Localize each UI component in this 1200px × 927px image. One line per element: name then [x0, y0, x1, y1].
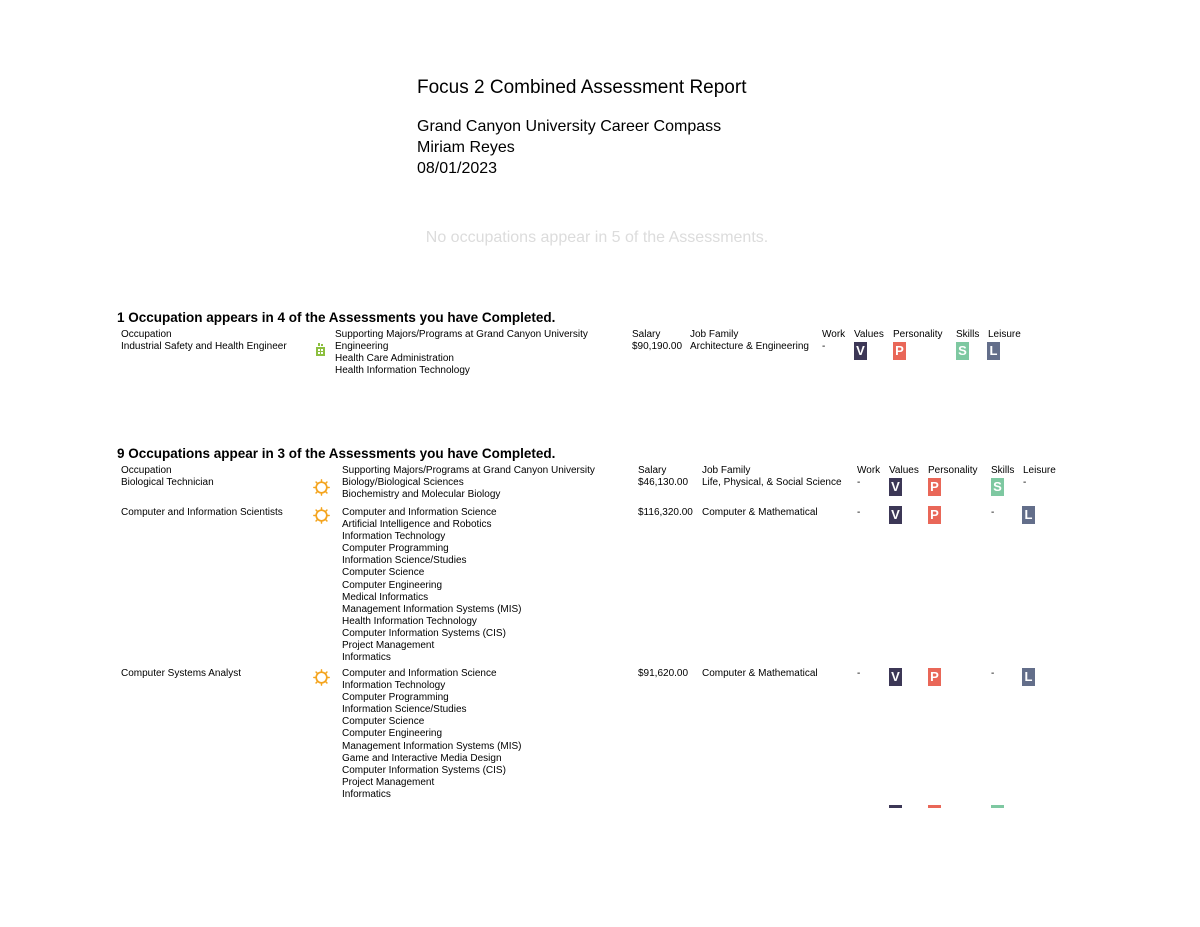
major-item[interactable]: Project Management: [342, 776, 435, 788]
sun-icon: [313, 507, 330, 524]
major-item[interactable]: Informatics: [342, 652, 391, 664]
majors-list: [342, 507, 522, 664]
major-item[interactable]: Health Information Technology: [335, 365, 470, 377]
major-item[interactable]: Biology/Biological Sciences: [342, 477, 464, 488]
col-salary: Salary: [638, 465, 667, 476]
leisure-value: -: [1023, 477, 1027, 488]
major-item[interactable]: Computer Programming: [342, 692, 449, 704]
report-title: Focus 2 Combined Assessment Report: [417, 77, 747, 98]
col-personality: Personality: [928, 465, 978, 476]
cutoff-personality-badge: [928, 805, 941, 808]
major-item[interactable]: Information Technology: [342, 680, 446, 692]
major-item[interactable]: Computer Information Systems (CIS): [342, 627, 506, 639]
cutoff-skills-badge: [991, 805, 1004, 808]
col-work: Work: [857, 465, 881, 476]
occupation-name[interactable]: Computer and Information Scientists: [121, 507, 283, 518]
major-item[interactable]: Information Science/Studies: [342, 704, 467, 716]
col-values: Values: [854, 329, 884, 340]
major-item[interactable]: Computer and Information Science: [342, 668, 497, 679]
section-heading-4: 1 Occupation appears in 4 of the Assessments you have Completed.: [117, 310, 556, 325]
salary-value: $91,620.00: [638, 668, 689, 679]
job-family-value: Architecture & Engineering: [690, 341, 809, 352]
leisure-badge: L: [987, 342, 1000, 360]
sun-icon: [313, 669, 330, 686]
green-building-icon: [316, 343, 325, 356]
no-occupations-message: No occupations appear in 5 of the Assessments.: [425, 229, 769, 246]
leisure-badge: L: [1022, 506, 1035, 524]
col-work: Work: [822, 329, 846, 340]
values-badge: V: [889, 668, 902, 686]
major-item[interactable]: Health Information Technology: [342, 615, 477, 627]
major-item[interactable]: Engineering: [335, 341, 389, 352]
values-badge: V: [854, 342, 867, 360]
col-job-family: Job Family: [702, 465, 751, 476]
majors-list: [335, 341, 470, 377]
major-item[interactable]: Artificial Intelligence and Robotics: [342, 519, 492, 531]
col-majors: Supporting Majors/Programs at Grand Canyon University: [342, 465, 595, 476]
job-family-value: Computer & Mathematical: [702, 507, 818, 518]
col-leisure: Leisure: [988, 329, 1021, 340]
major-item[interactable]: Information Technology: [342, 531, 446, 543]
major-item[interactable]: Computer Science: [342, 567, 425, 579]
work-value: -: [857, 477, 861, 488]
values-badge: V: [889, 506, 902, 524]
col-skills: Skills: [956, 329, 980, 340]
major-item[interactable]: Computer Programming: [342, 543, 449, 555]
major-item[interactable]: Computer Engineering: [342, 728, 443, 740]
majors-list: [342, 668, 522, 801]
col-leisure: Leisure: [1023, 465, 1056, 476]
major-item[interactable]: Management Information Systems (MIS): [342, 603, 522, 615]
cutoff-values-badge: [889, 805, 902, 808]
col-job-family: Job Family: [690, 329, 739, 340]
job-family-value: Life, Physical, & Social Science: [702, 477, 842, 488]
personality-badge: P: [893, 342, 906, 360]
salary-value: $116,320.00: [638, 507, 693, 518]
skills-badge: S: [991, 478, 1004, 496]
skills-value: -: [991, 668, 995, 679]
major-item[interactable]: Computer Science: [342, 716, 425, 728]
major-item[interactable]: Computer Information Systems (CIS): [342, 764, 506, 776]
work-value: -: [857, 507, 861, 518]
major-item[interactable]: Computer Engineering: [342, 579, 443, 591]
job-family-value: Computer & Mathematical: [702, 668, 818, 679]
work-value: -: [857, 668, 861, 679]
personality-badge: P: [928, 506, 941, 524]
col-values: Values: [889, 465, 919, 476]
major-item[interactable]: Management Information Systems (MIS): [342, 740, 522, 752]
personality-badge: P: [928, 478, 941, 496]
major-item[interactable]: Computer and Information Science: [342, 507, 497, 518]
col-salary: Salary: [632, 329, 661, 340]
personality-badge: P: [928, 668, 941, 686]
salary-value: $90,190.00: [632, 341, 683, 352]
major-item[interactable]: Project Management: [342, 640, 435, 652]
major-item[interactable]: Biochemistry and Molecular Biology: [342, 489, 501, 501]
major-item[interactable]: Health Care Administration: [335, 353, 454, 365]
skills-value: -: [991, 507, 995, 518]
col-majors: Supporting Majors/Programs at Grand Canyon University: [335, 329, 588, 340]
col-occupation: Occupation: [121, 465, 172, 476]
values-badge: V: [889, 478, 902, 496]
salary-value: $46,130.00: [638, 477, 689, 488]
major-item[interactable]: Informatics: [342, 788, 391, 800]
student-name: Miriam Reyes: [417, 139, 515, 156]
occupation-name[interactable]: Computer Systems Analyst: [121, 668, 242, 679]
col-skills: Skills: [991, 465, 1015, 476]
section-heading-3: 9 Occupations appear in 3 of the Assessments you have Completed.: [117, 446, 556, 461]
institution-name: Grand Canyon University Career Compass: [417, 118, 722, 135]
leisure-badge: L: [1022, 668, 1035, 686]
occupation-name[interactable]: Industrial Safety and Health Engineer: [121, 341, 287, 352]
skills-badge: S: [956, 342, 969, 360]
major-item[interactable]: Game and Interactive Media Design: [342, 752, 502, 764]
sun-icon: [313, 479, 330, 496]
occupation-name[interactable]: Biological Technician: [121, 477, 214, 488]
major-item[interactable]: Information Science/Studies: [342, 555, 467, 567]
col-occupation: Occupation: [121, 329, 172, 340]
majors-list: [342, 477, 500, 501]
work-value: -: [822, 341, 826, 352]
report-date: 08/01/2023: [417, 160, 498, 177]
col-personality: Personality: [893, 329, 943, 340]
major-item[interactable]: Medical Informatics: [342, 591, 429, 603]
